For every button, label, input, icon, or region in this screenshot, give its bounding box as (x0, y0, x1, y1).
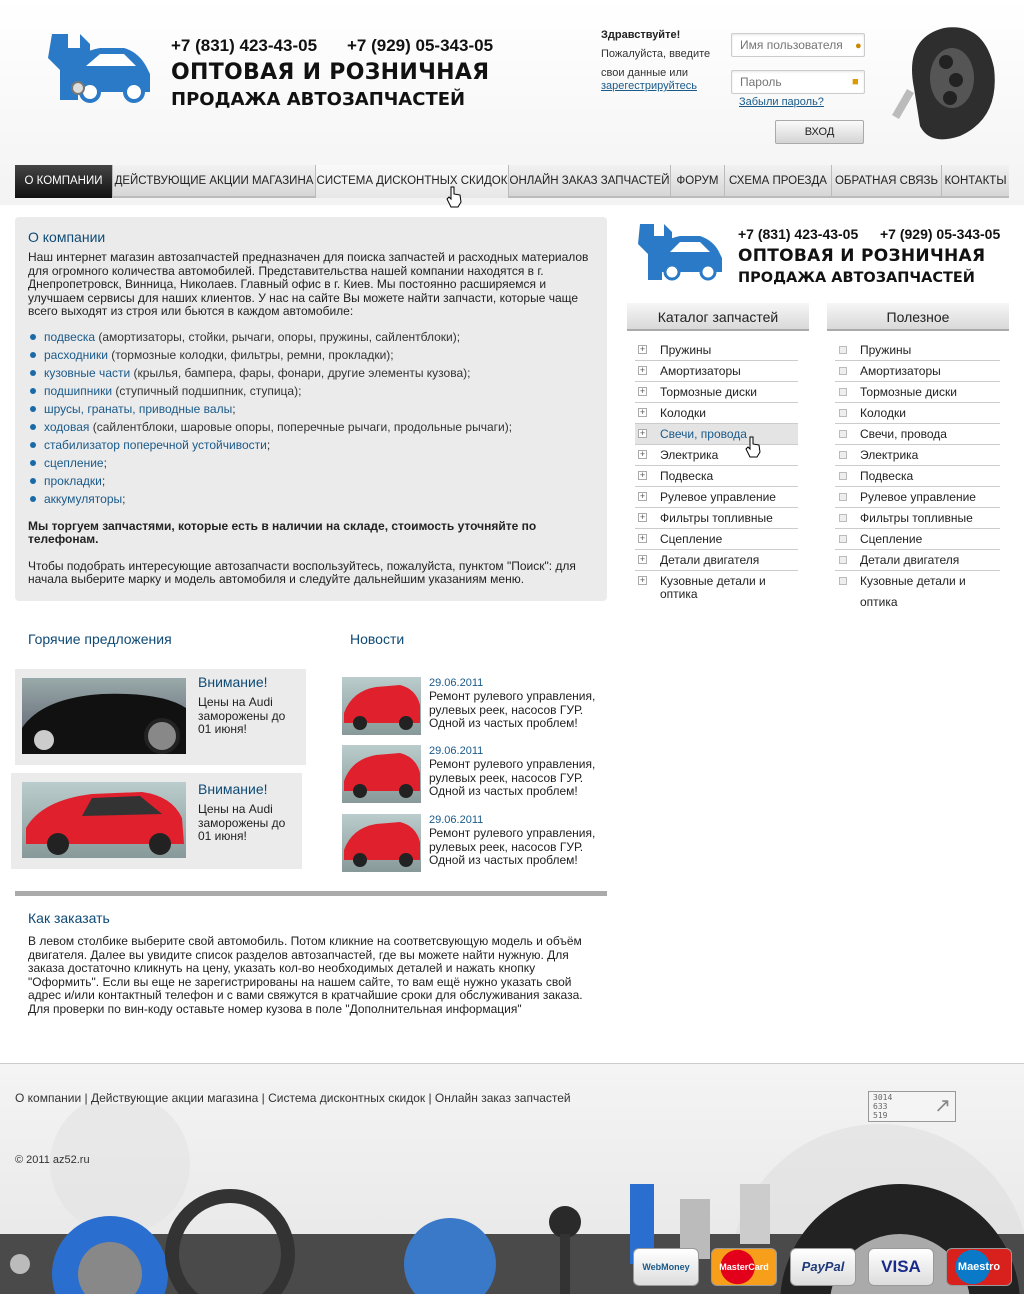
parts-link[interactable]: аккумуляторы (44, 491, 123, 506)
news-title: Новости (350, 631, 405, 647)
login-greeting: Здравствуйте! (601, 29, 681, 41)
lock-icon: ■ (852, 76, 859, 88)
bullet-icon (839, 535, 847, 543)
bullet-icon (839, 451, 847, 459)
catalog-item[interactable]: + Амортизаторы (635, 361, 798, 382)
parts-link[interactable]: подшипники (44, 383, 113, 398)
news-item[interactable] (342, 677, 602, 737)
useful-list (835, 340, 1000, 609)
nav-item-directions[interactable]: СХЕМА ПРОЕЗДА (725, 165, 832, 198)
sidebar-phone-1: +7 (831) 423-43-05 (738, 226, 859, 242)
list-item: подшипники (ступичный подшипник, ступица); (28, 382, 594, 400)
expand-icon: + (639, 428, 646, 438)
footer-links: О компании | Действующие акции магазина | Система дисконтных скидок | Онлайн заказ запчастей (15, 1091, 571, 1105)
divider (15, 891, 607, 896)
header-title-line2: ПРОДАЖА АВТОЗАПЧАСТЕЙ (171, 89, 466, 110)
username-input[interactable] (731, 33, 865, 57)
sidebar-title-line1: ОПТОВАЯ И РОЗНИЧНАЯ (738, 246, 986, 266)
news-date: 29.06.2011 (429, 745, 484, 757)
nav-item-promotions[interactable]: ДЕЙСТВУЮЩИЕ АКЦИИ МАГАЗИНА (113, 165, 316, 198)
bullet-icon (839, 514, 847, 522)
car-photo (22, 782, 186, 858)
parts-link[interactable]: ходовая (44, 419, 90, 434)
useful-item[interactable]: Пружины (835, 340, 1000, 361)
nav-item-about[interactable]: О КОМПАНИИ (15, 165, 113, 198)
hot-offer-card[interactable] (15, 669, 306, 765)
parts-list (28, 328, 594, 508)
mastercard-logo: MasterCard (711, 1248, 777, 1286)
login-button[interactable]: ВХОД (775, 120, 864, 144)
hot-offer-heading: Внимание! (198, 781, 268, 797)
news-photo (342, 814, 421, 872)
useful-item[interactable]: Рулевое управление (835, 487, 1000, 508)
news-text: Ремонт рулевого управления, рулевых реек, насосов ГУР. Одной из частых проблем! (429, 689, 596, 730)
parts-link[interactable]: сцепление (44, 455, 104, 470)
nav-item-online-order[interactable]: ОНЛАЙН ЗАКАЗ ЗАПЧАСТЕЙ (509, 165, 671, 198)
bullet-icon (839, 409, 847, 417)
forgot-password-link[interactable]: Забыли пароль? (739, 96, 824, 108)
news-date: 29.06.2011 (429, 677, 484, 689)
catalog-item[interactable]: + Пружины (635, 340, 798, 361)
list-item: шрусы, гранаты, приводные валы; (28, 400, 594, 418)
news-photo (342, 677, 421, 735)
useful-item[interactable]: Детали двигателя (835, 550, 1000, 571)
expand-icon: + (639, 449, 646, 459)
list-item: прокладки; (28, 472, 594, 490)
parts-link[interactable]: шрусы, гранаты, приводные валы (44, 401, 233, 416)
about-intro: Наш интернет магазин автозапчастей предназначен для поиска запчастей и расходных материалов для огромного количества автомобилей. Представительства нашей компании находятся в г. Днепропетровск, Винница, Николаев. Главный офис в г. Киев. Мы постоянно расширяемся и улучшаем сервисы для наших клиентов. У нас на сайте Вы можете найти запчасти, которые чаще всего выходят из строя или бьются в каждом автомобиле: (28, 250, 589, 318)
list-item: расходники (тормозные колодки, фильтры, ремни, прокладки); (28, 346, 594, 364)
hot-offer-heading: Внимание! (198, 674, 268, 690)
expand-icon: + (639, 575, 646, 585)
hot-offer-text: Цены на Audi заморожены до 01 июня! (198, 695, 286, 736)
catalog-header: Каталог запчастей (627, 303, 809, 331)
car-key-icon (884, 18, 1004, 166)
visit-counter[interactable]: 3014 633 519 ↗ (868, 1091, 956, 1122)
catalog-list (635, 340, 798, 601)
bullet-icon (839, 346, 847, 354)
expand-icon: + (639, 554, 646, 564)
sidebar-logo-icon (630, 222, 725, 284)
hand-cursor-icon (745, 436, 763, 458)
useful-header: Полезное (827, 303, 1009, 331)
bullet-icon (839, 367, 847, 375)
about-section (15, 217, 607, 601)
arrow-icon: ↗ (934, 1095, 951, 1117)
useful-item[interactable]: Сцепление (835, 529, 1000, 550)
catalog-item[interactable]: + Колодки (635, 403, 798, 424)
logo-car-icon[interactable] (38, 30, 153, 106)
login-prompt-1: Пожалуйста, введите (601, 48, 711, 60)
expand-icon: + (639, 470, 646, 480)
bullet-icon (839, 430, 847, 438)
hot-offer-card[interactable] (11, 773, 302, 869)
bullet-icon (839, 556, 847, 564)
footer-link-discounts[interactable]: Система дисконтных скидок (268, 1091, 426, 1105)
expand-icon: + (639, 407, 646, 417)
list-item: кузовные части (крылья, бампера, фары, фонари, другие элементы кузова); (28, 364, 594, 382)
footer-link-promotions[interactable]: Действующие акции магазина (90, 1091, 259, 1105)
catalog-item[interactable]: + Подвеска (635, 466, 798, 487)
parts-link[interactable]: подвеска (44, 329, 96, 344)
visa-logo: VISA (868, 1248, 934, 1286)
useful-item[interactable]: Электрика (835, 445, 1000, 466)
about-title: О компании (28, 229, 106, 245)
useful-item[interactable]: Подвеска (835, 466, 1000, 487)
sidebar-phone-2: +7 (929) 05-343-05 (880, 226, 1001, 242)
expand-icon: + (639, 344, 646, 354)
list-item: подвеска (амортизаторы, стойки, рычаги, опоры, пружины, сайлентблоки); (28, 328, 594, 346)
webmoney-logo: WebMoney (633, 1248, 699, 1286)
news-item[interactable] (342, 745, 602, 805)
list-item: сцепление; (28, 454, 594, 472)
catalog-item[interactable]: + Сцепление (635, 529, 798, 550)
useful-item[interactable]: Кузовные детали и оптика (835, 571, 1000, 592)
news-item[interactable] (342, 814, 602, 874)
nav-item-discounts[interactable]: СИСТЕМА ДИСКОНТНЫХ СКИДОК (316, 165, 509, 198)
paypal-logo: PayPal (790, 1248, 856, 1286)
hot-offers-title: Горячие предложения (28, 631, 172, 647)
order-title: Как заказать (28, 910, 110, 926)
header-title-line1: ОПТОВАЯ И РОЗНИЧНАЯ (171, 60, 490, 85)
login-prompt-2: свои данные или (601, 67, 689, 79)
copyright: © 2011 az52.ru (15, 1154, 90, 1166)
hand-cursor-icon (446, 186, 464, 208)
order-text: В левом столбике выберите свой автомобиль. Потом кликние на соответсвующую модель и объём двигателя. Далее вы увидите список разделов автозапчастей, где вы можете найти нужную. Для заказа достаточно кликнуть на цену, указать кол-во необходимых деталей и нажать кнопку "Оформить". Если вы еще не зарегистрированы на нашем сайте, то вам ещё нужно указать свой адрес и/или контактный телефон и с вами свяжутся в кратчайшие сроки для обслуживания заказа. Для проверки по вин-коду оставьте номер кузова в поле "Дополнительная информация" (28, 934, 583, 1016)
search-note: Чтобы подобрать интересующие автозапчасти воспользуйтесь, пожалуйста, пунктом "Поиск": для начала выберите марку и модель автомобиля и следуйте дальнейшим указаниям меню. (28, 558, 576, 586)
stock-note: Мы торгуем запчастями, которые есть в наличии на складе, стоимость уточняйте по телефонам. (28, 518, 537, 546)
bullet-icon (839, 472, 847, 480)
password-input[interactable] (731, 70, 865, 94)
useful-item[interactable]: Амортизаторы (835, 361, 1000, 382)
nav-item-contacts[interactable]: КОНТАКТЫ (944, 175, 1007, 187)
car-photo (22, 678, 186, 754)
catalog-item[interactable]: + Тормозные диски (635, 382, 798, 403)
header-phone-1: +7 (831) 423-43-05 (171, 36, 318, 55)
parts-link[interactable]: прокладки (44, 473, 102, 488)
list-item: аккумуляторы; (28, 490, 594, 508)
list-item: стабилизатор поперечной устойчивости; (28, 436, 594, 454)
main-nav (15, 165, 1009, 198)
nav-item-forum[interactable]: ФОРУМ (671, 165, 725, 198)
news-text: Ремонт рулевого управления, рулевых реек, насосов ГУР. Одной из частых проблем! (429, 826, 596, 867)
useful-item[interactable]: Фильтры топливные (835, 508, 1000, 529)
footer-link-about[interactable]: О компании (15, 1091, 82, 1105)
expand-icon: + (639, 533, 646, 543)
user-icon: ● (855, 40, 862, 52)
expand-icon: + (639, 491, 646, 501)
catalog-item[interactable]: + Рулевое управление (635, 487, 798, 508)
sidebar-title-line2: ПРОДАЖА АВТОЗАПЧАСТЕЙ (738, 270, 975, 286)
news-date: 29.06.2011 (429, 814, 484, 826)
expand-icon: + (639, 386, 646, 396)
register-link[interactable]: зарегестрируйтесь (601, 80, 697, 92)
catalog-item[interactable]: + Электрика (635, 445, 798, 466)
bullet-icon (839, 577, 847, 585)
bullet-icon (839, 493, 847, 501)
expand-icon: + (639, 512, 646, 522)
catalog-item[interactable]: + Кузовные детали и оптика (639, 574, 766, 601)
parts-link[interactable]: расходники (44, 347, 108, 362)
maestro-logo: Maestro (946, 1248, 1012, 1286)
list-item: ходовая (сайлентблоки, шаровые опоры, поперечные рычаги, продольные рычаги); (28, 418, 594, 436)
bullet-icon (839, 388, 847, 396)
hot-offer-text: Цены на Audi заморожены до 01 июня! (198, 802, 286, 843)
news-text: Ремонт рулевого управления, рулевых реек, насосов ГУР. Одной из частых проблем! (429, 757, 596, 798)
header-phone-2: +7 (929) 05-343-05 (347, 36, 494, 55)
footer-link-online-order[interactable]: Онлайн заказ запчастей (434, 1091, 571, 1105)
catalog-item[interactable]: + Свечи, провода (635, 424, 798, 445)
nav-item-feedback[interactable]: ОБРАТНАЯ СВЯЗЬ (832, 165, 942, 198)
catalog-item[interactable]: + Фильтры топливные (635, 508, 798, 529)
parts-link[interactable]: стабилизатор поперечной устойчивости (44, 437, 267, 452)
useful-item[interactable]: Тормозные диски (835, 382, 1000, 403)
parts-link[interactable]: кузовные части (44, 365, 131, 380)
useful-item[interactable]: Свечи, провода (835, 424, 1000, 445)
news-photo (342, 745, 421, 803)
expand-icon: + (639, 365, 646, 375)
useful-item[interactable]: Колодки (835, 403, 1000, 424)
catalog-item[interactable]: + Детали двигателя (635, 550, 798, 571)
